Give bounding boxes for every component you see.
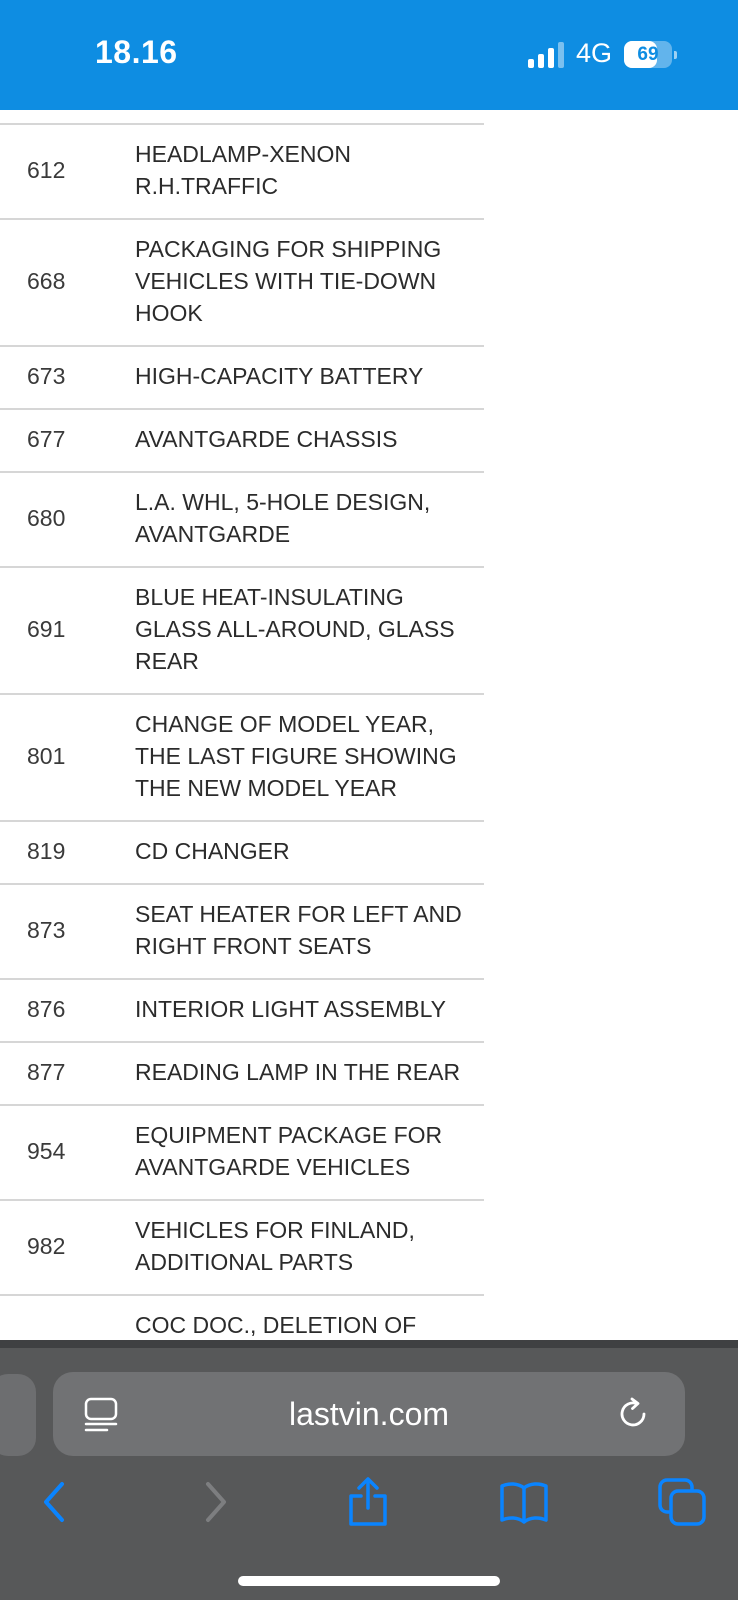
- option-code: 877: [0, 1042, 135, 1105]
- option-description: CHANGE OF MODEL YEAR, THE LAST FIGURE SHOWING THE NEW MODEL YEAR: [135, 694, 484, 821]
- option-code: 876: [0, 979, 135, 1042]
- chevron-right-icon: [188, 1476, 240, 1528]
- status-bar: [0, 0, 738, 110]
- table-row: [0, 472, 484, 567]
- option-description: HIGH-CAPACITY BATTERY: [135, 346, 484, 409]
- battery-icon: [624, 41, 674, 68]
- option-code: 673: [0, 346, 135, 409]
- option-code: 677: [0, 409, 135, 472]
- table-row: [0, 1105, 484, 1200]
- table-row: [0, 124, 484, 219]
- home-indicator[interactable]: [238, 1576, 500, 1586]
- tabs-button[interactable]: [656, 1476, 708, 1528]
- table-row: [0, 694, 484, 821]
- table-row: [0, 567, 484, 694]
- option-code: 873: [0, 884, 135, 979]
- option-code: 982: [0, 1200, 135, 1295]
- option-description: READING LAMP IN THE REAR: [135, 1042, 484, 1105]
- table-row: [0, 1200, 484, 1295]
- table-row: [0, 346, 484, 409]
- option-description: COC DOC., DELETION OF: [135, 1295, 484, 1422]
- option-code: 680: [0, 472, 135, 567]
- url-text[interactable]: lastvin.com: [288, 1396, 450, 1432]
- option-description: VEHICLES FOR FINLAND, ADDITIONAL PARTS: [135, 1200, 484, 1295]
- option-description: BLUE HEAT-INSULATING GLASS ALL-AROUND, GLASS REAR: [135, 567, 484, 694]
- table-row: [0, 219, 484, 346]
- option-code: 691: [0, 567, 135, 694]
- chevron-left-icon: [30, 1476, 82, 1528]
- battery-percentage: 69: [637, 44, 659, 65]
- option-description: L.A. WHL, 5-HOLE DESIGN, AVANTGARDE: [135, 472, 484, 567]
- option-code: 954: [0, 1105, 135, 1200]
- table-row: [0, 1042, 484, 1105]
- book-icon: [498, 1476, 550, 1528]
- option-description: HEADLAMP-XENON R.H.TRAFFIC: [135, 124, 484, 219]
- browser-toolbar: [0, 1340, 738, 1600]
- table-row: [0, 821, 484, 884]
- option-description: INTERIOR LIGHT ASSEMBLY: [135, 979, 484, 1042]
- table-row: [0, 979, 484, 1042]
- table-row: [0, 409, 484, 472]
- table-row: [0, 884, 484, 979]
- option-description: SEAT HEATER FOR LEFT AND RIGHT FRONT SEATS: [135, 884, 484, 979]
- option-description: EQUIPMENT PACKAGE FOR AVANTGARDE VEHICLES: [135, 1105, 484, 1200]
- bookmarks-button[interactable]: [498, 1476, 550, 1528]
- address-bar[interactable]: [53, 1372, 685, 1456]
- share-button[interactable]: [342, 1476, 394, 1528]
- option-description: AVANTGARDE CHASSIS: [135, 409, 484, 472]
- option-code: 612: [0, 124, 135, 219]
- tabs-icon: [656, 1476, 708, 1528]
- option-code: 819: [0, 821, 135, 884]
- option-code: 801: [0, 694, 135, 821]
- option-description: PACKAGING FOR SHIPPING VEHICLES WITH TIE-DOWN HOOK: [135, 219, 484, 346]
- page-content[interactable]: [0, 110, 738, 1340]
- status-time: 18.16: [95, 34, 178, 70]
- back-button[interactable]: [30, 1476, 82, 1528]
- option-description: CD CHANGER: [135, 821, 484, 884]
- options-table: [0, 123, 484, 1423]
- previous-tab-preview[interactable]: [0, 1374, 36, 1456]
- option-code: 668: [0, 219, 135, 346]
- forward-button[interactable]: [188, 1476, 240, 1528]
- cellular-signal-icon: [528, 42, 564, 68]
- share-icon: [342, 1476, 394, 1528]
- network-type-label: 4G: [576, 38, 613, 68]
- reload-icon[interactable]: [615, 1396, 651, 1432]
